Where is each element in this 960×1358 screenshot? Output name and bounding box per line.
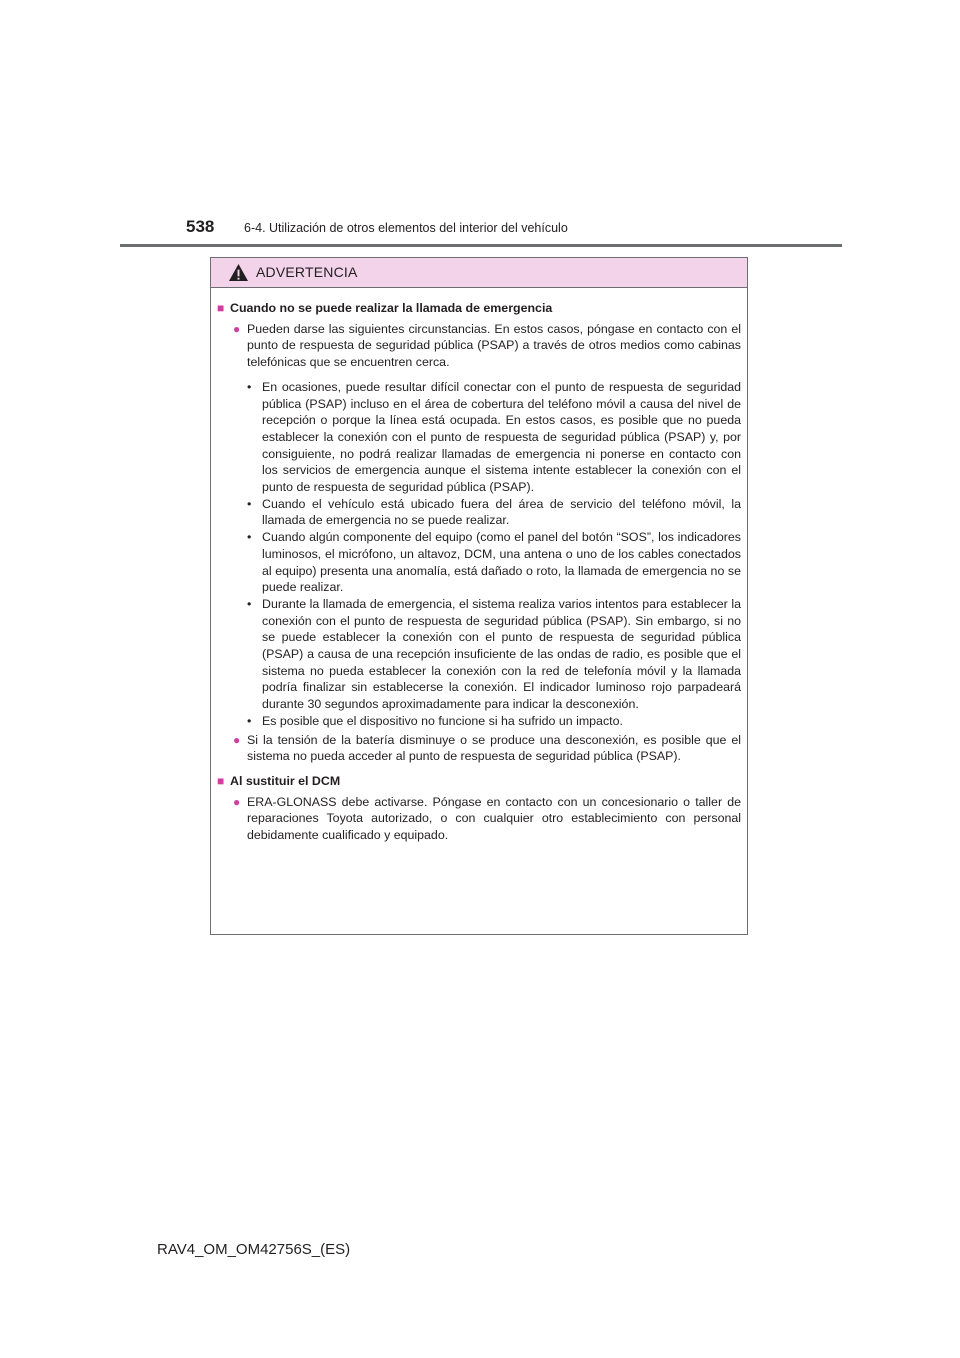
paragraph-text: Pueden darse las siguientes circunstancias. En estos casos, póngase en contacto con el punto de respuesta de seguridad pública (PSAP) a través de otros medios como cabinas telefónicas que se encuentren cerca. [247, 321, 741, 370]
circle-bullet-icon: ● [233, 321, 241, 336]
bullet-list [247, 379, 741, 730]
document-code: RAV4_OM_OM42756S_(ES) [157, 1241, 351, 1258]
warning-box [210, 257, 748, 935]
section-heading [217, 773, 741, 790]
section-title: 6-4. Utilización de otros elementos del interior del vehículo [244, 221, 568, 235]
list-item [247, 596, 741, 713]
page-number: 538 [186, 217, 215, 236]
paragraph-text: ERA-GLONASS debe activarse. Póngase en contacto con un concesionario o taller de reparaciones Toyota autorizado, o con cualquier otro establecimiento con personal debidamente cualificado y equipado. [247, 794, 741, 843]
list-item [247, 379, 741, 496]
heading-text: Al sustituir el DCM [230, 773, 341, 788]
paragraph-text: Si la tensión de la batería disminuye o se produce una desconexión, es posible que el sistema no pueda acceder al punto de respuesta de seguridad pública (PSAP). [247, 732, 741, 764]
bullet-mark: • [247, 530, 252, 545]
warning-title: ADVERTENCIA [256, 264, 358, 280]
heading-text: Cuando no se puede realizar la llamada de emergencia [230, 301, 553, 315]
warning-body [211, 288, 747, 844]
warning-header [211, 258, 747, 288]
paragraph [233, 794, 741, 844]
bullet-mark: • [247, 379, 252, 394]
section-heading [217, 300, 741, 317]
circle-bullet-icon: ● [233, 794, 241, 809]
list-item [247, 529, 741, 596]
square-bullet-icon: ■ [217, 773, 225, 788]
list-item [247, 713, 741, 730]
bullet-mark: • [247, 496, 252, 511]
paragraph [233, 732, 741, 765]
circle-bullet-icon: ● [233, 732, 241, 747]
list-item-text: Cuando el vehículo está ubicado fuera del área de servicio del teléfono móvil, la llamada de emergencia no se puede realizar. [262, 496, 741, 528]
bullet-mark: • [247, 596, 252, 611]
list-item-text: Cuando algún componente del equipo (como el panel del botón “SOS”, los indicadores luminosos, el micrófono, un altavoz, DCM, una antena o uno de los cables conectados al equipo) presenta una anomalía, está dañado o roto, la llamada de emergencia no se puede realizar. [262, 530, 741, 595]
header-divider [120, 244, 842, 247]
bullet-mark: • [247, 713, 252, 728]
list-item [247, 496, 741, 529]
warning-triangle-icon [228, 263, 249, 282]
paragraph [233, 321, 741, 371]
list-item-text: Es posible que el dispositivo no funcione si ha sufrido un impacto. [262, 713, 623, 728]
square-bullet-icon: ■ [217, 301, 225, 315]
list-item-text: En ocasiones, puede resultar difícil conectar con el punto de respuesta de seguridad pública (PSAP) incluso en el área de cobertura del teléfono móvil a causa del nivel de recepción o porque la línea está ocupada. En estos casos, es posible que no pueda establecer la conexión con el punto de respuesta de seguridad pública (PSAP) y, por consiguiente, no podrá realizar llamadas de emergencia ni ponerse en contacto con los servicios de emergencia aunque el sistema intente establecer la conexión con el punto de respuesta de seguridad pública (PSAP). [262, 379, 741, 495]
list-item-text: Durante la llamada de emergencia, el sistema realiza varios intentos para establecer la conexión con el punto de respuesta de seguridad pública (PSAP). Sin embargo, si no se puede establecer la conexión con el punto de respuesta de seguridad pública (PSAP) a causa de una recepción insuficiente de las ondas de radio, es posible que el sistema no pueda establecer la conexión con la red de telefonía móvil y la llamada podría finalizar sin establecerse la conexión. El indicador luminoso rojo parpadeará durante 30 segundos aproximadamente para indicar la desconexión. [262, 596, 741, 712]
